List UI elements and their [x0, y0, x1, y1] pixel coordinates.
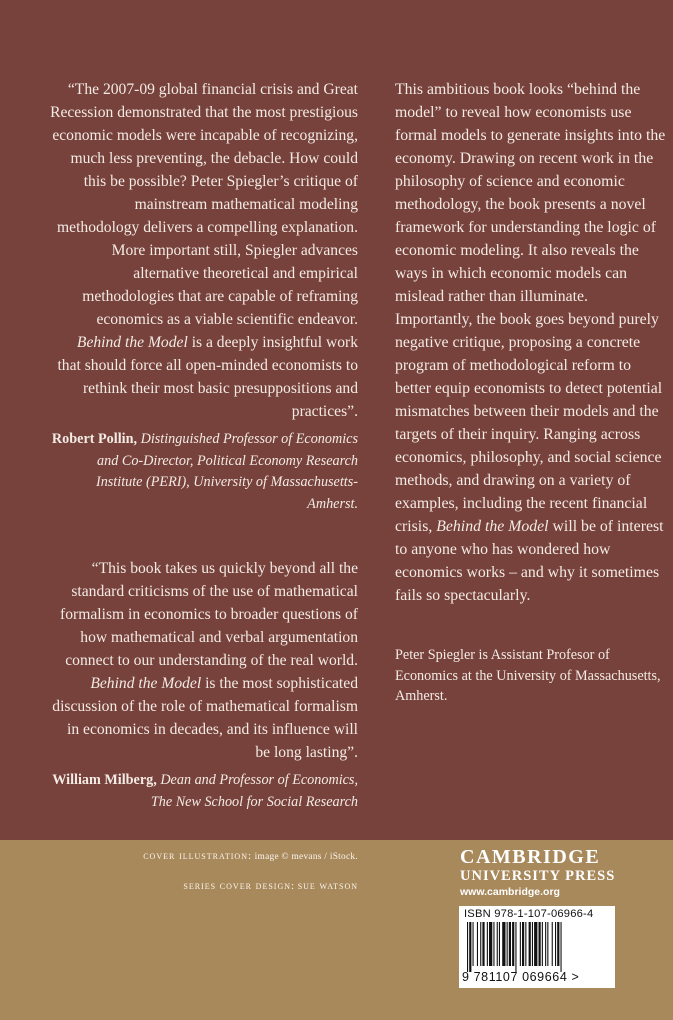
barcode-bar: [467, 922, 468, 972]
barcode-icon: [461, 922, 613, 972]
barcode-bar: [499, 922, 500, 966]
barcode-bar: [532, 922, 533, 966]
book-title-inline: Behind the Model: [90, 675, 202, 692]
publisher-url: www.cambridge.org: [460, 886, 560, 898]
barcode-bar: [539, 922, 541, 966]
endorsement-attribution-milberg: [50, 770, 358, 813]
barcode-bar: [545, 922, 546, 966]
barcode-bar: [509, 922, 511, 966]
cover-credits: [50, 850, 358, 910]
barcode-bar: [522, 922, 524, 966]
endorsement-attribution-pollin: [50, 429, 358, 515]
book-title-inline: Behind the Model: [436, 518, 549, 535]
barcode-bar: [525, 922, 526, 966]
barcode-bar: [520, 922, 521, 966]
barcode-digits: 9 781107 069664 >: [462, 970, 580, 984]
barcode-bar: [489, 922, 492, 966]
barcode-bar: [561, 922, 562, 972]
barcode-bar: [507, 922, 508, 966]
design-credit: series cover design: sue watson: [183, 880, 358, 892]
endorsement-quote-milberg: “This book takes us quickly beyond all the standard criticisms of the use of mathematical formalism in economics to broader questions of how mathematical and verbal argumentation connect to our understanding of the real world. Behind the Model is the most sophisticated discussion of the role of mathematical formalism in economics in decades, and its influence will be long lasting”.: [52, 560, 358, 761]
barcode-bar: [534, 922, 537, 966]
barcode-bar: [497, 922, 498, 966]
illustration-credit: cover illustration: image © mevans / iStock.: [143, 850, 358, 862]
endorser-name: William Milberg,: [52, 772, 157, 788]
barcode-bar: [477, 922, 478, 966]
barcode-bar: [529, 922, 531, 966]
barcode-bar: [557, 922, 559, 966]
endorsements-column: [50, 78, 358, 813]
description-column: [395, 78, 667, 707]
endorser-name: Robert Pollin,: [51, 431, 138, 447]
endorser-role: Dean and Professor of Economics, The New School for Social Research: [150, 772, 358, 810]
barcode-bar: [480, 922, 481, 966]
publisher-name: CAMBRIDGE: [460, 846, 601, 868]
barcode-bar: [542, 922, 543, 966]
barcode-bar: [487, 922, 488, 966]
barcode-bar: [473, 922, 474, 966]
publisher-logo: [460, 846, 630, 898]
barcode-bar: [493, 922, 494, 966]
barcode-bar: [512, 922, 514, 966]
isbn-label: ISBN 978-1-107-06966-4: [464, 908, 594, 920]
barcode-bar: [482, 922, 484, 966]
barcode-bar: [502, 922, 505, 966]
endorsement-quote-pollin: “The 2007-09 global financial crisis and Great Recession demonstrated that the most prestigious economic models were incapable of recognizing, much less preventing, the debacle. How could this be possible? Peter Spiegler’s critique of mainstream mathematical modeling methodology delivers a compelling explanation. More important still, Spiegler advances alternative theoretical and empirical methodologies that are capable of reframing economics as a viable scientific endeavor. Behind the Model is a deeply insightful work that should force all open-minded economists to rethink their most basic presuppositions and practices”.: [50, 81, 358, 420]
barcode-bar: [555, 922, 556, 966]
barcode-bar: [552, 922, 553, 966]
barcode-bar: [515, 922, 516, 972]
book-title-inline: Behind the Model: [76, 334, 188, 351]
author-bio: Peter Spiegler is Assistant Profesor of Economics at the University of Massachusetts, Amherst.: [395, 647, 661, 704]
endorser-role: Distinguished Professor of Economics and Co-Director, Political Economy Research Institute (PERI), University of Massachusetts-Amherst.: [95, 431, 358, 512]
barcode-bar: [547, 922, 548, 966]
barcode-bar: [469, 922, 471, 972]
book-description: This ambitious book looks “behind the model” to reveal how economists use formal models to generate insights into the economy. Drawing on recent work in the philosophy of science and economic methodology, the book presents a novel framework for understanding the logic of economic modeling. It also reveals the ways in which economic models can mislead rather than illuminate. Importantly, the book goes beyond purely negative critique, proposing a concrete program of methodological reform to better equip economists to detect potential mismatches between their models and the targets of their inquiry. Ranging across economics, philosophy, and social science methods, and drawing on a variety of examples, including the recent financial crisis, Behind the Model will be of interest to anyone who has wondered how economics works – and why it sometimes fails so spectacularly.: [395, 81, 666, 604]
publisher-press: UNIVERSITY PRESS: [460, 868, 616, 884]
